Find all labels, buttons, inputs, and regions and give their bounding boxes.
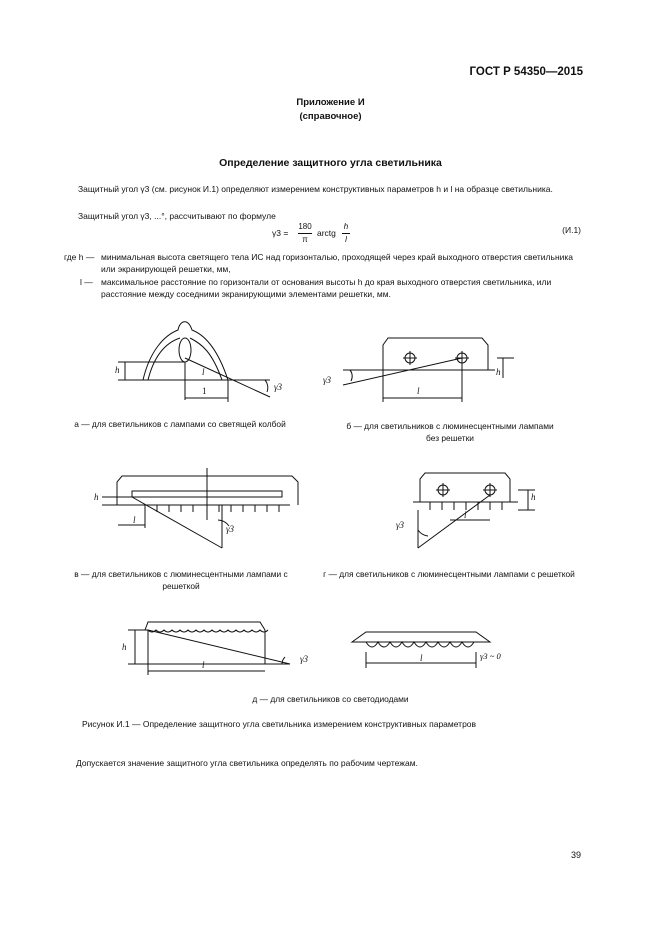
figure-b-caption: б — для светильников с люминесцентными лампами без решетки <box>346 421 554 443</box>
figure-b-l-label: l <box>417 386 420 396</box>
figure-a-caption: а — для светильников с лампами со светящей колбой <box>74 419 286 429</box>
figure-b-housing <box>383 338 488 370</box>
figure-v-gamma-label: γ3 <box>226 524 235 534</box>
figure-d-housing <box>145 622 265 630</box>
figure-caption: Рисунок И.1 — Определение защитного угла светильника измерением конструктивных параметров <box>82 719 477 729</box>
figure-d-h-label: h <box>122 642 127 652</box>
figure-g-h-label: h <box>531 492 536 502</box>
where-h-term: где h — <box>64 252 95 262</box>
page-number: 39 <box>570 850 581 860</box>
figure-d-gamma-label: γ3 <box>300 654 309 664</box>
figure-d-ray <box>148 630 290 664</box>
formula-den: π <box>302 235 308 244</box>
figure-g-housing <box>420 473 510 502</box>
formula-func: arctg <box>317 228 336 238</box>
figure-g-gamma-label: γ3 <box>396 520 405 530</box>
where-l-desc: максимальное расстояние по горизонтали от основания высоты h до края выходного отверстия светильника, или расстояние между соседними экранирующими элементами решетки, мм. <box>101 277 552 299</box>
figure-a-h-label: h <box>115 365 120 375</box>
where-l-term: l — <box>80 277 93 287</box>
figure-d-right-gamma-label: γ3 ~ 0 <box>480 651 501 661</box>
figure-v-drawing <box>102 468 298 548</box>
final-note: Допускается значение защитного угла светильника определять по рабочим чертежам. <box>76 758 418 768</box>
figure-b-gamma-label: γ3 <box>323 375 332 385</box>
document-header: ГОСТ Р 54350—2015 <box>469 66 583 78</box>
figure-d-left-drawing <box>128 622 290 675</box>
formula-frac-den: l <box>345 235 347 244</box>
paragraph-2: Защитный угол γ3, ...°, рассчитывают по формуле <box>78 211 276 221</box>
figure-g-drawing <box>413 473 535 548</box>
figure-v-caption: в — для светильников с люминесцентными лампами с решеткой <box>74 569 288 591</box>
figure-d-caption: д — для светильников со светодиодами <box>252 694 409 704</box>
figure-a-drawing <box>118 322 270 402</box>
figure-a-gamma-label: γ3 <box>274 382 283 392</box>
formula-num: 180 <box>298 222 312 231</box>
where-h-desc: минимальная высота светящего тела ИС над горизонталью, проходящей через край выходного отверстия светильника или экранирующей решетки, мм, <box>101 252 574 274</box>
formula-number: (И.1) <box>562 225 581 235</box>
appendix-title: Приложение И <box>296 97 365 108</box>
figure-a-l-label: l <box>202 367 205 377</box>
figure-v-h-label: h <box>94 492 99 502</box>
figure-b-drawing <box>343 338 514 402</box>
figure-v-l-label: l <box>133 515 136 525</box>
figure-d-l-label: l <box>202 660 205 670</box>
figure-b-h-label: h <box>496 367 501 377</box>
figure-g-caption: г — для светильников с люминесцентными лампами с решеткой <box>323 569 575 579</box>
figure-b-ray <box>343 358 462 385</box>
figure-g-l-label: l <box>464 510 467 520</box>
figure-g-grid <box>430 502 502 510</box>
appendix-subtitle: (справочное) <box>299 111 362 122</box>
figure-v-grid <box>145 505 279 512</box>
formula-frac-num: h <box>343 222 349 231</box>
paragraph-1: Защитный угол γ3 (см. рисунок И.1) определяют измерением конструктивных параметров h и l на образце светильника. <box>78 184 553 194</box>
section-title: Определение защитного угла светильника <box>219 157 442 169</box>
figure-d-right-l-label: l <box>420 653 423 663</box>
figure-a-one-label: 1 <box>202 386 207 396</box>
formula-lhs: γ3 = <box>272 228 289 238</box>
